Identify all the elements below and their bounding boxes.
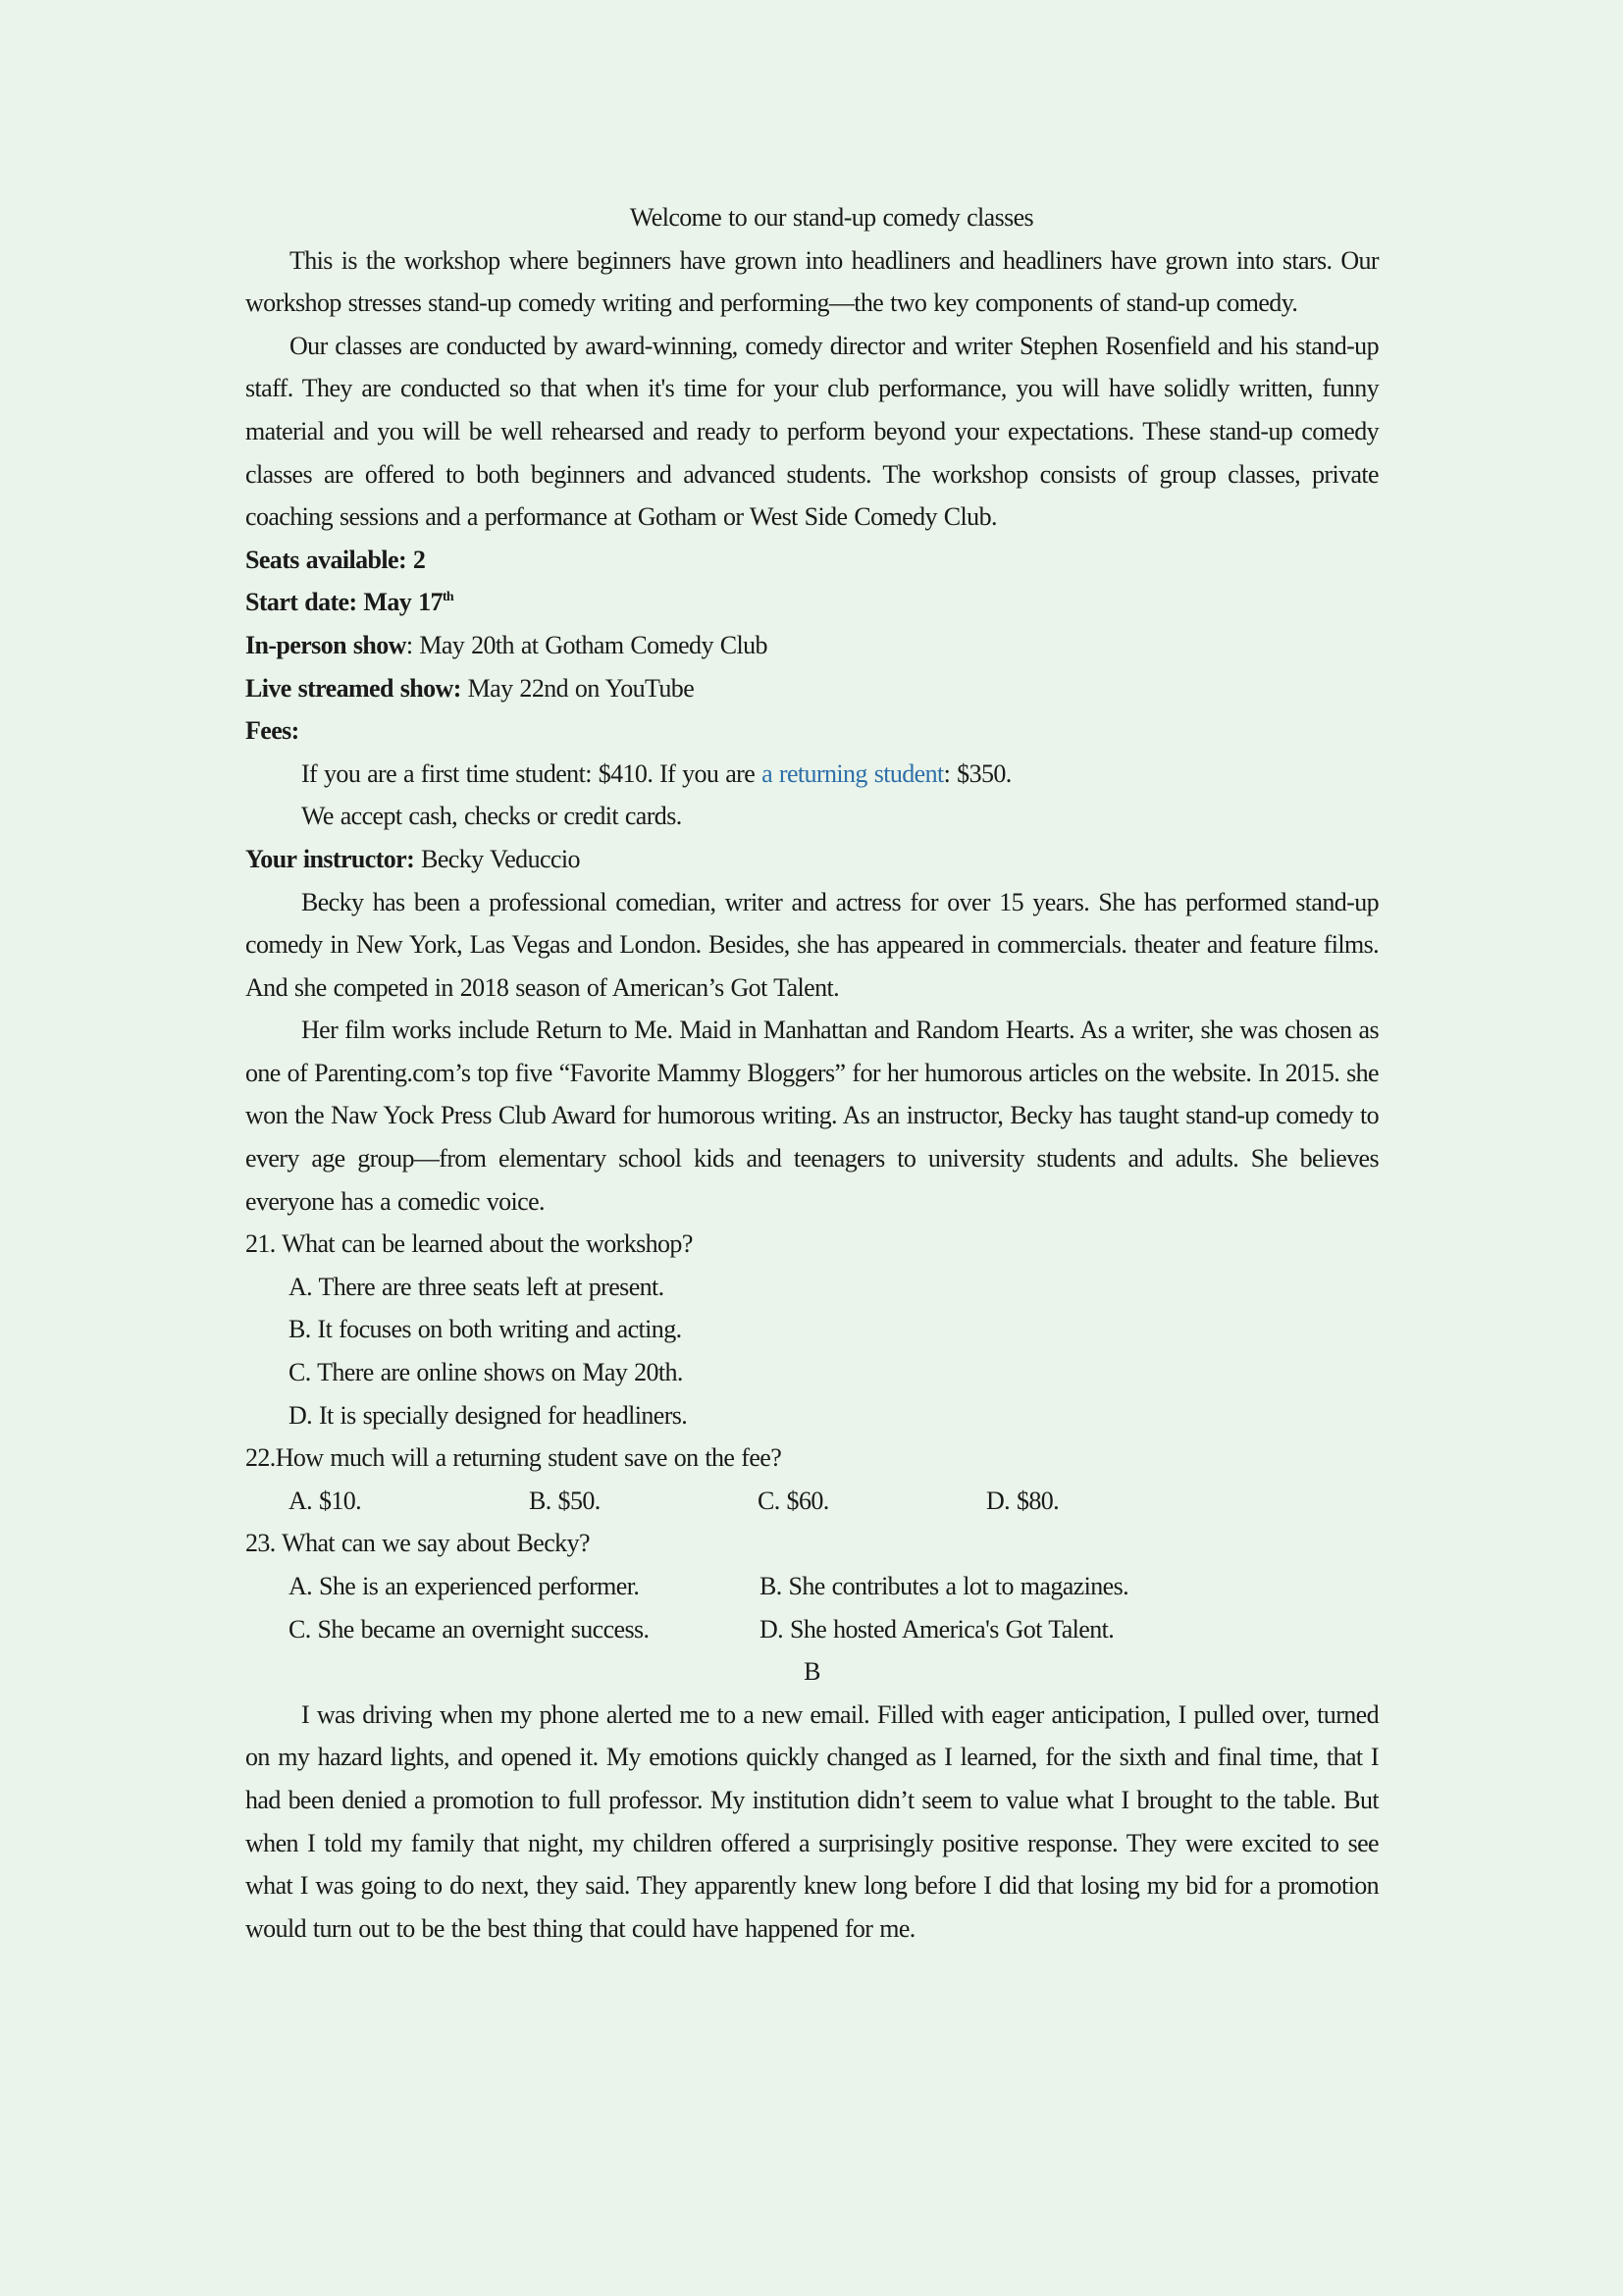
returning-student-link[interactable]: a returning student <box>761 758 944 788</box>
instructor-name: Becky Veduccio <box>414 844 580 873</box>
start-date-text: Start date: May 17 <box>245 588 443 617</box>
seats-available: Seats available: 2 <box>245 545 426 574</box>
options-row-1 <box>245 1565 1379 1608</box>
question-22 <box>245 1436 1379 1522</box>
option-a[interactable]: A. There are three seats left at present. <box>288 1272 664 1301</box>
in-person-value: : May 20th at Gotham Comedy Club <box>405 630 767 659</box>
options-row-2 <box>245 1608 1379 1651</box>
page-title: Welcome to our stand-up comedy classes <box>629 203 1034 232</box>
question-23 <box>245 1522 1379 1650</box>
document-page <box>245 196 1379 1950</box>
live-streamed-show <box>245 667 1379 710</box>
fees-returning: : $350. <box>943 758 1012 788</box>
start-date-sup: th <box>442 590 454 605</box>
question-stem: 22.How much will a returning student save on the fee? <box>245 1443 782 1473</box>
option-a[interactable]: A. $10. <box>288 1486 362 1515</box>
fees-heading: Fees: <box>245 716 299 746</box>
option-c[interactable]: C. There are online shows on May 20th. <box>288 1358 683 1387</box>
in-person-label: In-person show <box>245 630 406 659</box>
option-c[interactable]: C. $60. <box>758 1486 829 1515</box>
fees-line-2: We accept cash, checks or credit cards. <box>301 802 682 831</box>
option-c[interactable]: C. She became an overnight success. <box>288 1614 650 1644</box>
intro-paragraph-2: Our classes are conducted by award-winning, comedy director and writer Stephen Rosenfield and his stand-up staff. They are conducted so that when it's time for your club performance, you will have solidly written, funny material and you will be well rehearsed and ready to perform beyond your expectations. These stand-up comedy classes are offered to both beginners and advanced students. The workshop consists of group classes, private coaching sessions and a performance at Gotham or West Side Comedy Club. <box>245 331 1379 532</box>
option-b[interactable]: B. $50. <box>529 1486 601 1515</box>
options-row <box>245 1480 1379 1523</box>
option-b[interactable]: B. It focuses on both writing and acting. <box>288 1315 682 1344</box>
section-b-paragraph: I was driving when my phone alerted me to a new email. Filled with eager anticipation, I pulled over, turned on my hazard lights, and opened it. My emotions quickly changed as I learned, for the sixth and final time, that I had been denied a promotion to full professor. My institution didn’t seem to value what I brought to the table. But when I told my family that night, my children offered a surprisingly positive response. They were excited to see what I was going to do next, they said. They apparently knew long before I did that losing my bid for a promotion would turn out to be the best thing that could have happened for me. <box>245 1699 1379 1943</box>
intro-paragraph-1: This is the workshop where beginners have grown into headliners and headliners have grown into stars. Our workshop stresses stand-up comedy writing and performing—the two key components of stand-up comedy. <box>245 245 1379 318</box>
bio-paragraph-1: Becky has been a professional comedian, writer and actress for over 15 years. She has performed stand-up comedy in New York, Las Vegas and London. Besides, she has appeared in commercials. theater and feature films. And she competed in 2018 season of American’s Got Talent. <box>245 887 1379 1002</box>
option-a[interactable]: A. She is an experienced performer. <box>288 1572 640 1600</box>
fees-first-time: If you are a first time student: $410. If you are <box>301 758 762 788</box>
live-value: May 22nd on YouTube <box>460 673 695 703</box>
bio-paragraph-2: Her film works include Return to Me. Maid in Manhattan and Random Hearts. As a writer, she was chosen as one of Parenting.com’s top five “Favorite Mammy Bloggers” for her humorous articles on the website. In 2015. she won the Naw Yock Press Club Award for humorous writing. As an instructor, Becky has taught stand-up comedy to every age group—from elementary school kids and teenagers to university students and adults. She believes everyone has a comedic voice. <box>245 1016 1379 1216</box>
fees-line-1 <box>245 753 1379 796</box>
question-21 <box>245 1223 1379 1436</box>
in-person-show <box>245 624 1379 667</box>
question-stem: 21. What can be learned about the workshop? <box>245 1229 693 1259</box>
live-label: Live streamed show: <box>245 673 461 703</box>
question-stem: 23. What can we say about Becky? <box>245 1529 590 1558</box>
option-d[interactable]: D. She hosted America's Got Talent. <box>759 1614 1115 1644</box>
option-d[interactable]: D. $80. <box>986 1486 1060 1515</box>
instructor <box>245 838 1379 881</box>
start-date <box>245 581 1379 624</box>
option-d[interactable]: D. It is specially designed for headliners. <box>288 1400 688 1430</box>
option-b[interactable]: B. She contributes a lot to magazines. <box>759 1572 1129 1600</box>
section-b-heading: B <box>804 1657 820 1687</box>
instructor-label: Your instructor: <box>245 844 415 873</box>
